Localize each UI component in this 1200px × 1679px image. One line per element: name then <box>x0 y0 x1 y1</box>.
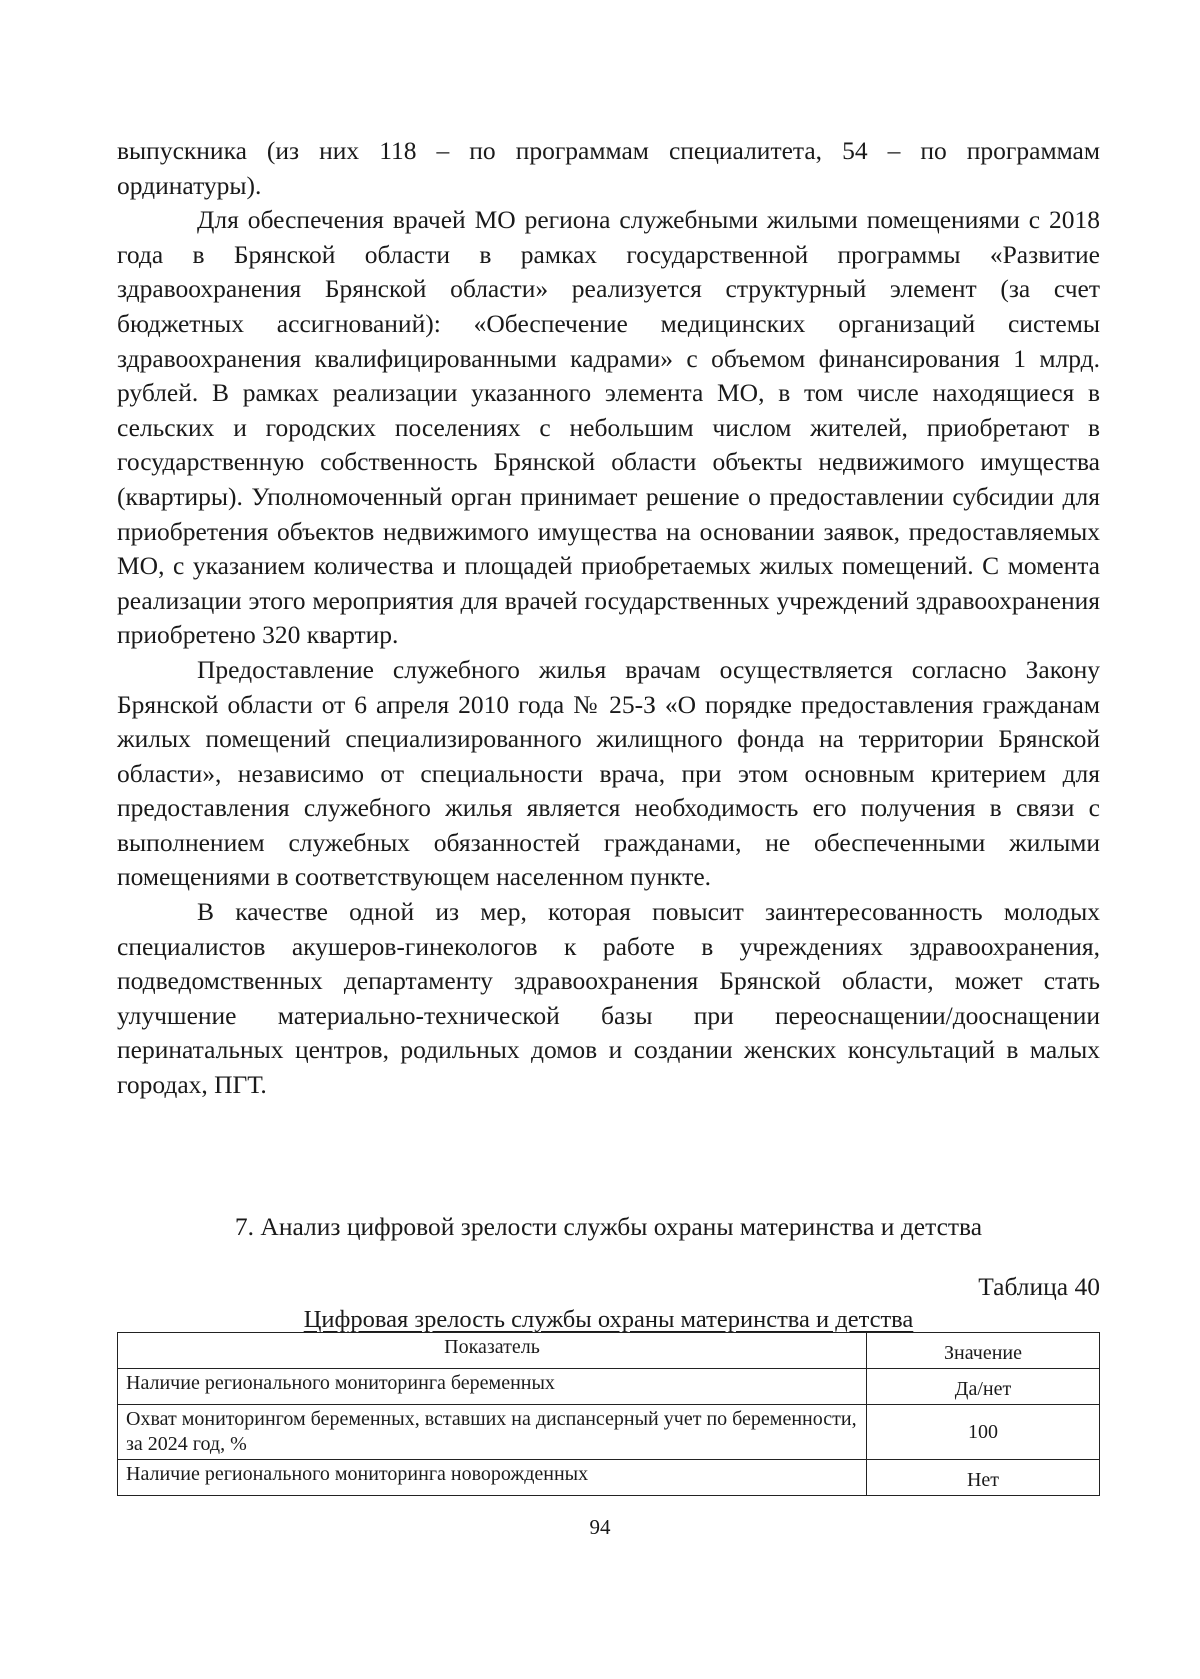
table-cell-indicator: Наличие регионального мониторинга новорожденных <box>118 1460 867 1496</box>
page-number: 94 <box>589 1515 611 1539</box>
section-heading: 7. Анализ цифровой зрелости службы охраны материнства и детства <box>234 1212 983 1241</box>
paragraph: Для обеспечения врачей МО региона служебными жилыми помещениями с 2018 года в Брянской области в рамках государственной программы «Развитие здравоохранения Брянской области» реализуется структурный элемент (за счет бюджетных ассигнований): «Обеспечение медицинских организаций системы здравоохранения квалифицированными кадрами» с объемом финансирования 1 млрд. рублей. В рамках реализации указанного элемента МО, в том числе находящиеся в сельских и городских поселениях с небольшим числом жителей, приобретают в государственную собственность Брянской области объекты недвижимого имущества (квартиры). Уполномоченный орган принимает решение о предоставлении субсидии для приобретения объектов недвижимого имущества на основании заявок, предоставляемых МО, с указанием количества и площадей приобретаемых жилых помещений. С момента реализации этого мероприятия для врачей государственных учреждений здравоохранения приобретено 320 квартир. <box>117 205 1100 650</box>
paragraph: выпускника (из них 118 – по программам специалитета, 54 – по программам ординатуры). <box>117 136 1100 200</box>
column-header-indicator: Показатель <box>118 1333 867 1369</box>
table-cell-indicator: Наличие регионального мониторинга беременных <box>118 1369 867 1405</box>
table-cell-indicator: Охват мониторингом беременных, вставших на диспансерный учет по беременности, за 2024 год, % <box>118 1405 867 1460</box>
table-cell-value: Нет <box>867 1460 1100 1496</box>
table-header-row <box>118 1333 1100 1369</box>
column-header-value: Значение <box>867 1333 1100 1369</box>
table-cell-value: Да/нет <box>867 1369 1100 1405</box>
table-row <box>118 1405 1100 1460</box>
paragraph: Предоставление служебного жилья врачам осуществляется согласно Закону Брянской области от 6 апреля 2010 года № 25-З «О порядке предоставления гражданам жилых помещений специализированного жилищного фонда на территории Брянской области», независимо от специальности врача, при этом основным критерием для предоставления служебного жилья является необходимость его получения в связи с выполнением служебных обязанностей гражданами, не обеспеченными жилыми помещениями в соответствующем населенном пункте. <box>117 654 1100 892</box>
maturity-table <box>117 1332 1100 1496</box>
table-row <box>118 1369 1100 1405</box>
table-number-label: Таблица 40 <box>978 1272 1100 1301</box>
table-caption: Цифровая зрелость службы охраны материнства и детства <box>303 1306 914 1333</box>
body-text <box>117 134 1100 1103</box>
paragraph: В качестве одной из мер, которая повысит заинтересованность молодых специалистов акушеров-гинекологов к работе в учреждениях здравоохранения, подведомственных департаменту здравоохранения Брянской области, может стать улучшение материально-технической базы при переоснащении/дооснащении перинатальных центров, родильных домов и создании женских консультаций в малых городах, ПГТ. <box>117 897 1100 1100</box>
table-row <box>118 1460 1100 1496</box>
table-cell-value: 100 <box>867 1405 1100 1460</box>
